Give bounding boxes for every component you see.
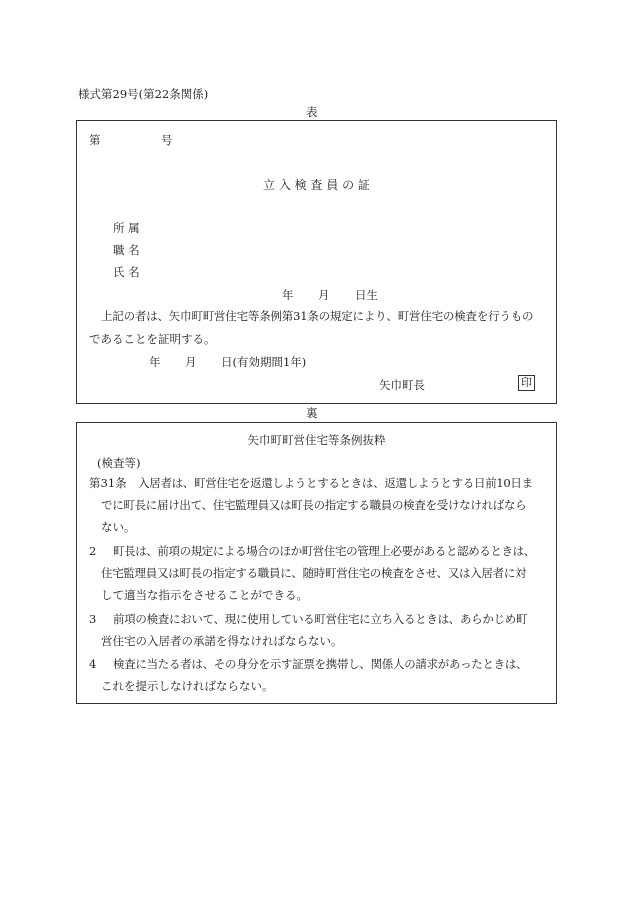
paragraph-2-line-1: 町長は、前項の規定による場合のほか町営住宅の管理上必要があると認めるときは、 — [113, 544, 535, 558]
birth-year: 年 — [282, 288, 294, 302]
front-heading: 表 — [306, 105, 318, 119]
seal-box — [518, 375, 535, 391]
number-prefix: 第 — [89, 133, 101, 147]
number-suffix: 号 — [161, 133, 173, 147]
paragraph-2-line-3: して適当な指示をさせることができる。 — [101, 588, 308, 602]
back-card — [76, 422, 557, 704]
back-heading: 裏 — [306, 406, 318, 420]
paragraph-3-line-2: 営住宅の入居者の承諾を得なければならない。 — [101, 634, 343, 648]
issue-year: 年 — [149, 355, 161, 369]
paragraph-2-line-2: 住宅監理員又は町長の指定する職員に、随時町営住宅の検査をさせ、又は入居者に対 — [101, 566, 527, 580]
issuer: 矢巾町長 — [379, 378, 425, 392]
issue-day: 日(有効期間1年) — [221, 355, 307, 369]
article-31-line-1: 入居者は、町営住宅を返還しようとするときは、返還しようとする日前10日ま — [138, 476, 533, 490]
field-label-affiliation: 所 属 — [113, 221, 140, 235]
field-label-position: 職 名 — [113, 243, 140, 257]
front-card — [76, 120, 557, 404]
birth-day: 日生 — [355, 288, 378, 302]
paragraph-4-line-1: 検査に当たる者は、その身分を示す証票を携帯し、関係人の請求があったときは、 — [113, 657, 528, 671]
certificate-title: 立 入 検 査 員 の 証 — [263, 178, 370, 192]
certification-line-2: であることを証明する。 — [89, 332, 216, 346]
issue-month: 月 — [185, 355, 197, 369]
article-31-line-2: でに町長に届け出て、住宅監理員又は町長の指定する職員の検査を受けなければなら — [101, 498, 527, 512]
article-caption: (検査等) — [97, 456, 141, 470]
form-number: 様式第29号(第22条関係) — [78, 87, 209, 101]
field-label-name: 氏 名 — [113, 265, 140, 279]
birth-month: 月 — [318, 288, 330, 302]
paragraph-2-number: 2 — [89, 544, 97, 558]
certification-line-1: 上記の者は、矢巾町町営住宅等条例第31条の規定により、町営住宅の検査を行うもの — [101, 309, 534, 323]
paragraph-4-number: 4 — [89, 657, 97, 671]
article-31-line-3: ない。 — [101, 520, 136, 534]
paragraph-3-line-1: 前項の検査において、現に使用している町営住宅に立ち入るときは、あらかじめ町 — [113, 612, 528, 626]
paragraph-3-number: 3 — [89, 612, 97, 626]
seal-mark: 印 — [518, 375, 535, 391]
article-31-number: 第31条 — [89, 476, 127, 490]
paragraph-4-line-2: これを提示しなければならない。 — [101, 679, 274, 693]
excerpt-title: 矢巾町町営住宅等条例抜粋 — [247, 433, 386, 447]
